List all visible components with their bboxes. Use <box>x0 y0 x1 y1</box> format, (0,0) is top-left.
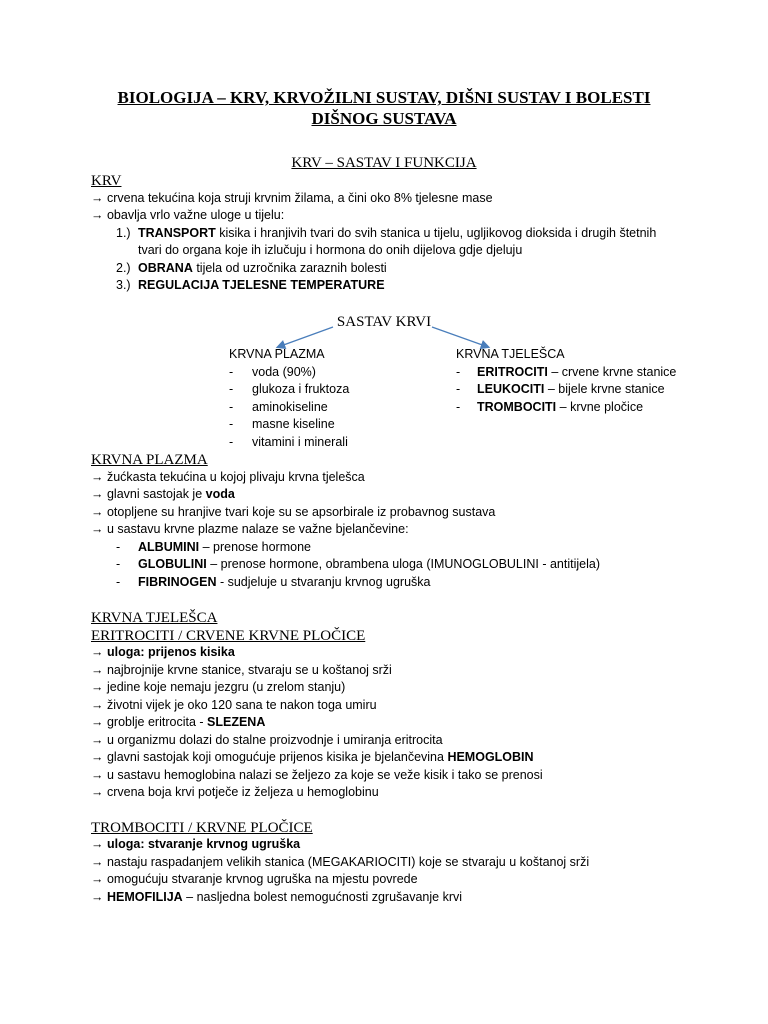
bold-term: HEMOGLOBIN <box>447 750 534 764</box>
bold-term: voda <box>205 487 235 501</box>
item-text: – prenose hormone, obrambena uloga (IMUNOGLOBULINI - antitijela) <box>206 557 600 571</box>
item-text: - sudjeluje u stvaranju krvnog ugruška <box>216 575 431 589</box>
dash: - <box>456 400 461 414</box>
arrow-to-plazma <box>278 327 333 347</box>
plazma-line-2 <box>91 486 235 504</box>
dash: - <box>116 575 121 589</box>
dash: - <box>229 365 234 379</box>
eritrociti-line: → životni vijek je oko 120 sana te nakon toga umiru <box>91 698 377 712</box>
eritrociti-line: → jedine koje nemaju jezgru (u zrelom stanju) <box>91 680 346 694</box>
line-text: → groblje eritrocita - <box>91 715 208 729</box>
dash: - <box>116 557 121 571</box>
heading-trombociti: TROMBOCITI / KRVNE PLOČICE <box>91 820 313 836</box>
krv-item-transport-cont: tvari do organa koje ih izlučuju i hormona do onih dijelova gdje djeluju <box>138 243 523 257</box>
plazma-component: voda (90%) <box>252 365 316 379</box>
document-title-line2: DIŠNOG SUSTAVA <box>311 109 457 128</box>
eritrociti-line <box>91 749 534 767</box>
item-text: – prenose hormone <box>199 540 311 554</box>
eritrociti-line: → u sastavu hemoglobina nalazi se željezo za koje se veže kisik i tako se prenosi <box>91 768 543 782</box>
krv-item-number: 1.) <box>116 226 131 240</box>
tjelesca-component <box>477 399 643 417</box>
trombociti-line <box>91 889 462 907</box>
item-text: tijela od uzročnika zaraznih bolesti <box>192 261 387 275</box>
document-title-line1: BIOLOGIJA – KRV, KRVOŽILNI SUSTAV, DIŠNI SUSTAV I BOLESTI <box>117 88 651 107</box>
bold-term: TROMBOCITI <box>477 400 557 414</box>
plazma-component: masne kiseline <box>252 417 335 431</box>
plazma-line-1: → žućkasta tekućina u kojoj plivaju krvna tjelešca <box>91 470 365 484</box>
section-title-krv: KRV – SASTAV I FUNKCIJA <box>291 155 477 171</box>
heading-krvna-tjelesca: KRVNA TJELEŠCA <box>91 610 218 626</box>
protein-item-albumini <box>138 539 311 557</box>
eritrociti-line <box>91 644 235 662</box>
line-text: → glavni sastojak koji omogućuje prijenos kisika je bjelančevina <box>91 750 448 764</box>
bold-term: uloga: prijenos kisika <box>106 645 235 659</box>
krv-line-2: → obavlja vrlo važne uloge u tijelu: <box>91 208 285 222</box>
dash: - <box>229 417 234 431</box>
plazma-component: vitamini i minerali <box>252 435 348 449</box>
sastav-left-heading: KRVNA PLAZMA <box>229 347 325 361</box>
plazma-line-4: → u sastavu krvne plazme nalaze se važne bjelančevine: <box>91 522 409 536</box>
dash: - <box>229 435 234 449</box>
bold-term: TRANSPORT <box>138 226 216 240</box>
tjelesca-component <box>477 381 665 399</box>
protein-item-fibrinogen <box>138 574 431 592</box>
heading-krv: KRV <box>91 173 122 189</box>
eritrociti-line: → crvena boja krvi potječe iz željeza u hemoglobinu <box>91 785 379 799</box>
bold-term: uloga: stvaranje krvnog ugruška <box>106 837 301 851</box>
plazma-line-3: → otopljene su hranjive tvari koje su se apsorbirale iz probavnog sustava <box>91 505 496 519</box>
bold-term: REGULACIJA TJELESNE TEMPERATURE <box>138 278 385 292</box>
dash: - <box>229 382 234 396</box>
line-text: – nasljedna bolest nemogućnosti zgrušavanje krvi <box>182 890 463 904</box>
line-text: → <box>91 837 107 851</box>
bold-term: OBRANA <box>138 261 193 275</box>
item-text: kisika i hranjivih tvari do svih stanica u tijelu, ugljikovog dioksida i drugih štetnih <box>215 226 657 240</box>
bold-term: ERITROCITI <box>477 365 548 379</box>
dash: - <box>116 540 121 554</box>
plazma-component: aminokiseline <box>252 400 328 414</box>
sastav-right-heading: KRVNA TJELEŠCA <box>456 347 565 361</box>
bold-term: SLEZENA <box>207 715 266 729</box>
line-text: → <box>91 890 107 904</box>
trombociti-line <box>91 836 300 854</box>
heading-krvna-plazma: KRVNA PLAZMA <box>91 452 208 468</box>
line-text: → glavni sastojak je <box>91 487 206 501</box>
dash: - <box>456 382 461 396</box>
bold-term: ALBUMINI <box>138 540 200 554</box>
eritrociti-line: → najbrojnije krvne stanice, stvaraju se u koštanoj srži <box>91 663 392 677</box>
item-text: – crvene krvne stanice <box>547 365 677 379</box>
eritrociti-line: → u organizmu dolazi do stalne proizvodnje i umiranja eritrocita <box>91 733 443 747</box>
krv-item-number: 2.) <box>116 261 131 275</box>
bold-term: GLOBULINI <box>138 557 207 571</box>
arrow-to-tjelesca <box>432 327 488 347</box>
dash: - <box>229 400 234 414</box>
tjelesca-component <box>477 364 676 382</box>
protein-item-globulini <box>138 556 600 574</box>
item-text: – bijele krvne stanice <box>544 382 665 396</box>
line-text: → <box>91 645 107 659</box>
item-text: – krvne pločice <box>556 400 644 414</box>
bold-term: HEMOFILIJA <box>106 890 183 904</box>
heading-eritrociti: ERITROCITI / CRVENE KRVNE PLOČICE <box>91 628 366 644</box>
dash: - <box>456 365 461 379</box>
plazma-component: glukoza i fruktoza <box>252 382 350 396</box>
trombociti-line: → nastaju raspadanjem velikih stanica (MEGAKARIOCITI) koje se stvaraju u koštanoj srži <box>91 855 590 869</box>
krv-item-number: 3.) <box>116 278 131 292</box>
trombociti-line: → omogućuju stvaranje krvnog ugruška na mjestu povrede <box>91 872 418 886</box>
bold-term: LEUKOCITI <box>477 382 545 396</box>
krv-line-1: → crvena tekućina koja struji krvnim žilama, a čini oko 8% tjelesne mase <box>91 191 493 205</box>
bold-term: FIBRINOGEN <box>138 575 217 589</box>
eritrociti-line <box>91 714 265 732</box>
sastav-krvi-title: SASTAV KRVI <box>336 314 432 330</box>
